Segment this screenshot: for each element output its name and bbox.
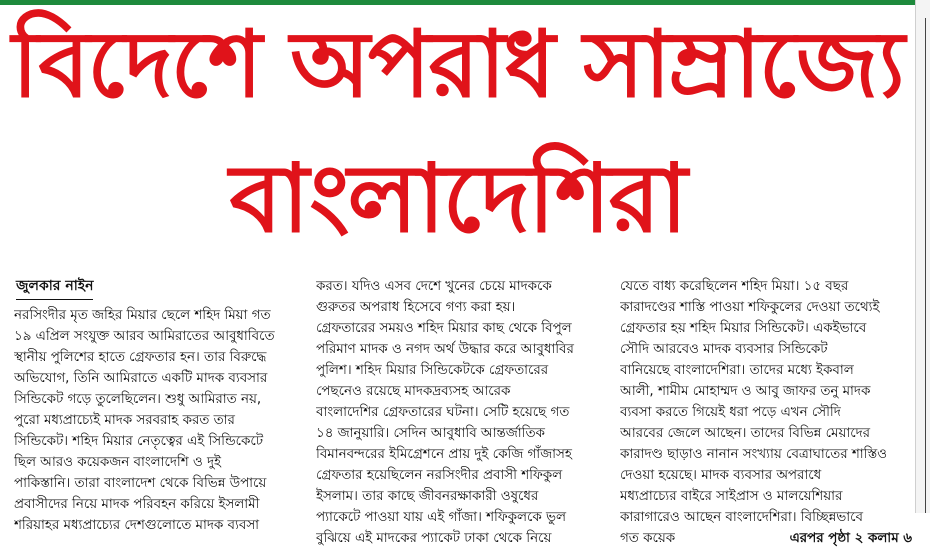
column-line: প্রবাসীদের নিয়ে মাদক পরিবহন করিয়ে ইসলামী bbox=[14, 497, 260, 512]
column-line: আরবের জেলে আছেন। তাদের বিভিন্ন মেয়াদের bbox=[620, 426, 871, 441]
column-line: সিন্ডিকেট গড়ে তুলেছিলেন। শুধু আমিরাত নয়, bbox=[14, 392, 262, 407]
column-line: গ্রেফতার হয়েছিলেন নরসিংদীর প্রবাসী শফিকুল bbox=[316, 468, 563, 483]
column-line: যেতে বাধ্য করেছিলেন শহিদ মিয়া। ১৫ বছর bbox=[620, 279, 849, 294]
column-line: ছিল আরও কয়েকজন বাংলাদেশি ও দুই bbox=[14, 455, 222, 470]
column-line: শরিয়াহর মধ্যপ্রাচ্যের দেশগুলোতে মাদক ব্যবসা bbox=[14, 518, 260, 533]
column-line: কারাগারেও আছেন বাংলাদেশিরা। বিচ্ছিন্নভাবে bbox=[620, 510, 863, 525]
margin-rule bbox=[925, 18, 926, 513]
column-line: মধ্যপ্রাচ্যের বাইরে সাইপ্রাস ও মালয়েশিয়ার bbox=[620, 489, 843, 504]
column-line: দেওয়া হয়েছে। মাদক ব্যবসার অপরাধে bbox=[620, 468, 822, 483]
newspaper-page bbox=[0, 5, 915, 546]
column-line: সৌদি আরবেও মাদক ব্যবসার সিন্ডিকেট bbox=[620, 342, 828, 357]
column-line: বুঝিয়ে এই মাদকের প্যাকেট ঢাকা থেকে নিয়ে bbox=[316, 531, 552, 546]
column-line: পেছনেও রয়েছে মাদকদ্রব্যসহ আরেক bbox=[316, 384, 511, 399]
column-line: করত। যদিও এসব দেশে খুনের চেয়ে মাদককে bbox=[316, 279, 552, 294]
column-line: পাকিস্তানি। তারা বাংলাদেশ থেকে বিভিন্ন উপায়ে bbox=[14, 476, 267, 491]
column-line: পুরো মধ্যপ্রাচ্যেই মাদক সরবরাহ করত তার bbox=[14, 413, 235, 428]
article-column-1 bbox=[14, 305, 307, 536]
column-line: অভিযোগ, তিনি আমিরাতে একটি মাদক ব্যবসার bbox=[14, 371, 268, 386]
column-line: স্থানীয় পুলিশের হাতে গ্রেফতার হন। তার বিরুদ্ধে bbox=[14, 350, 267, 365]
column-line: গত কয়েক bbox=[620, 531, 676, 546]
column-line: নরসিংদীর মৃত জহির মিয়ার ছেলে শহিদ মিয়া গত bbox=[14, 308, 271, 323]
article-column-3 bbox=[620, 276, 912, 549]
column-line: প্যাকেটে পাওয়া যায় এই গাঁজা। শফিকুলকে ভুল bbox=[316, 510, 566, 525]
column-line: কারাদণ্ড ছাড়াও নানান সংখ্যায় বেত্রাঘাতের শাস্তিও bbox=[620, 447, 887, 462]
column-line: কারাদণ্ডের শাস্তি পাওয়া শফিকুলের দেওয়া তথ্যেই bbox=[620, 300, 880, 315]
column-line: ইসলাম। তার কাছে জীবনরক্ষাকারী ওষুধের bbox=[316, 489, 539, 504]
headline-line-2: বাংলাদেশিরা bbox=[229, 145, 686, 254]
column-line: বিমানবন্দরের ইমিগ্রেশনে প্রায় দুই কেজি গাঁজাসহ bbox=[316, 447, 572, 462]
column-line: ১৪ জানুয়ারি। সেদিন আবুধাবি আন্তর্জাতিক bbox=[316, 426, 545, 441]
headline-line-1: বিদেশে অপরাধ সাম্রাজ্যে bbox=[12, 11, 903, 118]
continuation-note[interactable]: এরপর পৃষ্ঠা ২ কলাম ৬ bbox=[789, 531, 912, 546]
byline: জুলকার নাইন bbox=[16, 274, 93, 300]
page-margin-strip bbox=[915, 0, 930, 513]
column-line: গ্রেফতারের সময়ও শহিদ মিয়ার কাছ থেকে বিপুল bbox=[316, 321, 572, 336]
column-line: ১৯ এপ্রিল সংযুক্ত আরব আমিরাতের আবুধাবিতে bbox=[14, 329, 275, 344]
column-line: আলী, শামীম মোহাম্মদ ও আবু জাফর তনু মাদক bbox=[620, 384, 871, 399]
column-line: বাংলাদেশির গ্রেফতারের ঘটনা। সেটি হয়েছে গত bbox=[316, 405, 570, 420]
column-line: ব্যবসা করতে গিয়েই ধরা পড়ে এখন সৌদি bbox=[620, 405, 841, 420]
column-line: গুরুতর অপরাধ হিসেবে গণ্য করা হয়। bbox=[316, 300, 516, 315]
column-line: গ্রেফতার হয় শহিদ মিয়ার সিন্ডিকেট। একইভাবে bbox=[620, 321, 867, 336]
column-line: সিন্ডিকেট। শহিদ মিয়ার নেতৃত্বের এই সিন্ডিকেটে bbox=[14, 434, 264, 449]
column-tail bbox=[620, 528, 912, 549]
column-line: বানিয়েছে বাংলাদেশিরা। তাদের মধ্যে ইকবাল bbox=[620, 363, 854, 378]
column-line: পুলিশ। শহিদ মিয়ার সিন্ডিকেটকে গ্রেফতারের bbox=[316, 363, 549, 378]
column-line: পরিমাণ মাদক ও নগদ অর্থ উদ্ধার করে আবুধাবির bbox=[316, 342, 574, 357]
article-column-2 bbox=[316, 276, 610, 549]
